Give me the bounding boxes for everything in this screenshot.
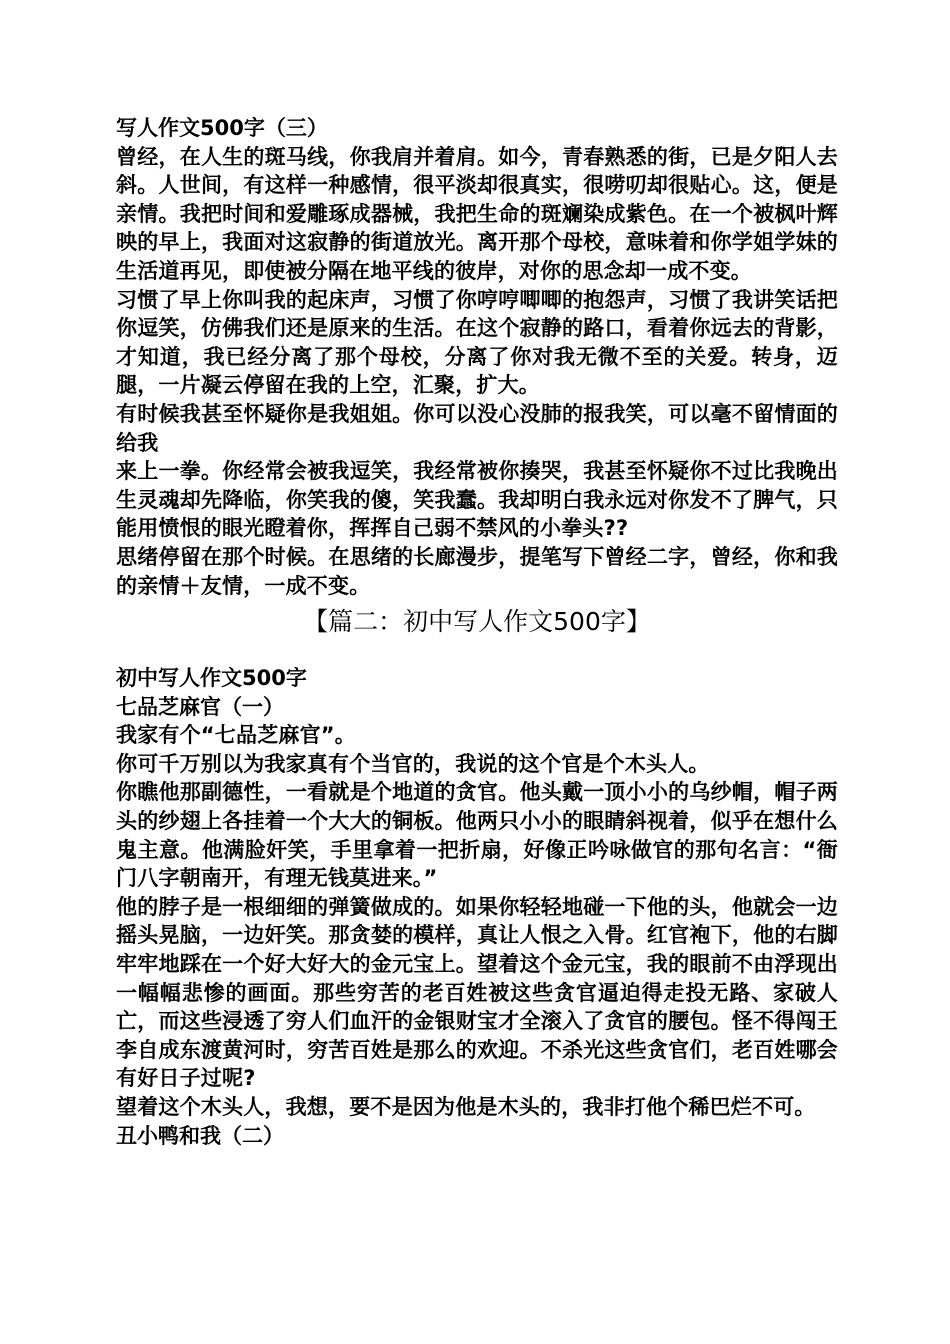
section-title: 【篇二：初中写人作文500字】 xyxy=(303,607,651,637)
paragraph: 你瞧他那副德性，一看就是个地道的贪官。他头戴一顶小小的乌纱帽，帽子两头的纱翅上各挂着一个大大的铜板。他两只小小的眼睛斜视着，似乎在想什么鬼主意。他满脸奸笑，手里拿着一把折扇，好像正吟咏做官的那句名言：“衙门八字朝南开，有理无钱莫进来。” xyxy=(116,780,838,891)
document-page xyxy=(116,114,838,1150)
paragraph: 我家有个“七品芝麻官”。 xyxy=(116,723,357,748)
paragraph: 习惯了早上你叫我的起床声，习惯了你哼哼唧唧的抱怨声，习惯了我讲笑话把你逗笑，仿佛我们还是原来的生活。在这个寂静的路口，看着你远去的背影，才知道，我已经分离了那个母校，分离了你对我无微不至的关爱。转身，迈腿，一片凝云停留在我的上空，汇聚，扩大。 xyxy=(116,287,838,398)
subheading: 七品芝麻官（一） xyxy=(116,694,284,719)
paragraph: 他的脖子是一根细细的弹簧做成的。如果你轻轻地碰一下他的头，他就会一边摇头晃脑，一边奸笑。那贪婪的模样，真让人恨之入骨。红官袍下，他的右脚牢牢地踩在一个好大好大的金元宝上。望着这个金元宝，我的眼前不由浮现出一幅幅悲惨的画面。那些穷苦的老百姓被这些贪官逼迫得走投无路、家破人亡，而这些浸透了穷人们血汗的金银财宝才全滚入了贪官的腰包。怪不得闯王李自成东渡黄河时，穷苦百姓是那么的欢迎。不杀光这些贪官们，老百姓哪会有好日子过呢? xyxy=(116,894,838,1091)
essay-heading-3: 写人作文500字（三） xyxy=(116,116,328,140)
paragraph: 曾经，在人生的斑马线，你我肩并着肩。如今，青春熟悉的街，已是夕阳人去斜。人世间，有这样一种感情，很平淡却很真实，很唠叨却很贴心。这，便是亲情。我把时间和爱雕琢成器械，我把生命的斑斓染成紫色。在一个被枫叶辉映的早上，我面对这寂静的街道放光。离开那个母校，意味着和你学姐学妹的生活道再见，即使被分隔在地平线的彼岸，对你的思念却一成不变。 xyxy=(116,144,838,283)
essay-heading: 初中写人作文500字 xyxy=(116,666,307,691)
paragraph: 思绪停留在那个时候。在思绪的长廊漫步，提笔写下曾经二字，曾经，你和我的亲情＋友情，一成不变。 xyxy=(116,544,838,598)
subheading: 丑小鸭和我（二） xyxy=(116,1123,284,1148)
paragraph: 你可千万别以为我家真有个当官的，我说的这个官是个木头人。 xyxy=(116,751,710,776)
paragraph: 有时候我甚至怀疑你是我姐姐。你可以没心没肺的报我笑，可以毫不留情面的给我 xyxy=(116,401,838,455)
paragraph: 来上一拳。你经常会被我逗笑，我经常被你揍哭，我甚至怀疑你不过比我晚出生灵魂却先降临，你笑我的傻，笑我蠢。我却明白我永远对你发不了脾气，只能用愤恨的眼光瞪着你，挥挥自己弱不禁风的小拳头?? xyxy=(116,459,838,541)
paragraph: 望着这个木头人，我想，要不是因为他是木头的，我非打他个稀巴烂不可。 xyxy=(116,1095,816,1119)
